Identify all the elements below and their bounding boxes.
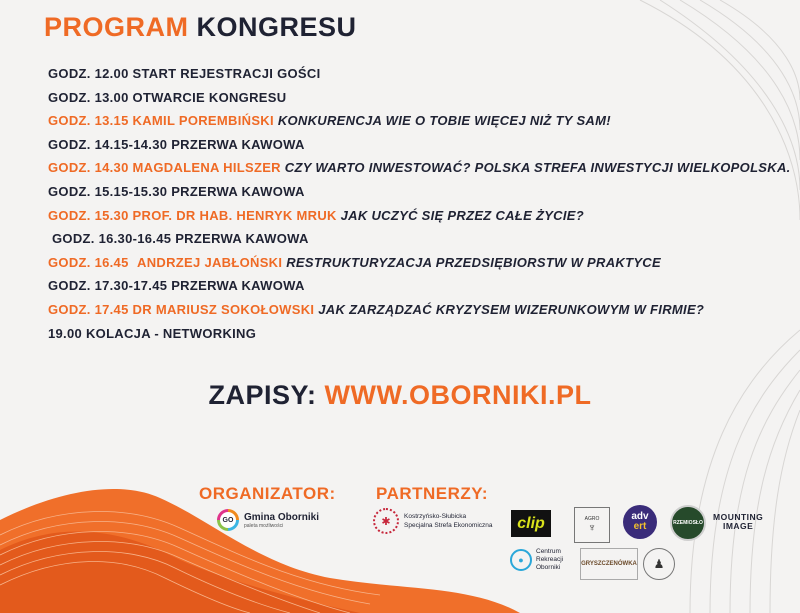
agenda-text: PRZERWA KAWOWA bbox=[171, 183, 305, 199]
bowling-pin-icon: ♟ bbox=[653, 557, 665, 571]
ksse-line2: Specjalna Strefa Ekonomiczna bbox=[404, 522, 493, 529]
agenda-topic: JAK ZARZĄDZAĆ KRYZYSEM WIZERUNKOWYM W FIRMIE? bbox=[318, 301, 705, 317]
water-drop-icon: ● bbox=[510, 549, 532, 571]
bowling-logo bbox=[643, 548, 675, 580]
agro-logo: AGRO ♆ bbox=[574, 507, 610, 543]
agenda-time: GODZ. 15.30 bbox=[48, 207, 129, 223]
agenda-text: OTWARCIE KONGRESU bbox=[132, 89, 287, 105]
agenda-speaker: DR MARIUSZ SOKOŁOWSKI bbox=[132, 301, 315, 317]
signup-label: ZAPISY: bbox=[208, 380, 317, 410]
agenda-item bbox=[48, 227, 788, 251]
title-program: PROGRAM bbox=[44, 12, 189, 42]
agenda-time: 19.00 bbox=[48, 325, 83, 341]
agenda-speaker: MAGDALENA HILSZER bbox=[132, 160, 281, 176]
agenda-item bbox=[48, 180, 788, 204]
agenda-talk bbox=[48, 204, 788, 228]
agenda-time: GODZ. 17.45 bbox=[48, 301, 129, 317]
clip-logo: clip bbox=[511, 510, 551, 537]
mounting-image-logo: MOUNTING IMAGE bbox=[713, 512, 764, 531]
agenda-text: PRZERWA KAWOWA bbox=[175, 231, 309, 247]
gryszczenowka-logo: GRYSZCZENÓWKA bbox=[580, 548, 638, 580]
signup-link[interactable]: WWW.OBORNIKI.PL bbox=[324, 380, 592, 410]
ksse-line1: Kostrzyńsko-Słubicka bbox=[404, 513, 467, 520]
agenda-topic: RESTRUKTURYZACJA PRZEDSIĘBIORSTW W PRAKTYCE bbox=[286, 254, 661, 270]
agenda-speaker: ANDRZEJ JABŁOŃSKI bbox=[137, 254, 283, 270]
agenda-speaker: PROF. DR HAB. HENRYK MRUK bbox=[132, 207, 337, 223]
page-title bbox=[44, 12, 357, 43]
organizer-tagline: paleta możliwości bbox=[244, 522, 284, 529]
agenda-topic: KONKURENCJA WIE O TOBIE WIĘCEJ NIŻ TY SAM! bbox=[277, 113, 611, 129]
agenda-item bbox=[48, 62, 788, 86]
advert-logo: adv ert bbox=[623, 505, 657, 539]
go-icon: GO bbox=[217, 509, 239, 531]
agenda-time: GODZ. 12.00 bbox=[48, 66, 129, 81]
agenda-talk bbox=[48, 156, 791, 180]
tree-icon: ♆ bbox=[587, 522, 597, 534]
agenda-talk bbox=[48, 298, 788, 322]
agenda-speaker: KAMIL POREMBIŃSKI bbox=[132, 113, 274, 129]
agenda-topic: JAK UCZYĆ SIĘ PRZEZ CAŁE ŻYCIE? bbox=[340, 207, 584, 223]
title-kongresu: KONGRESU bbox=[196, 12, 357, 42]
agenda-item bbox=[48, 86, 788, 110]
agenda-text: START REJESTRACJI GOŚCI bbox=[132, 66, 321, 81]
agenda-text: PRZERWA KAWOWA bbox=[171, 278, 305, 294]
organizer-label: ORGANIZATOR: bbox=[199, 484, 336, 503]
agenda-time: GODZ. 14.30 bbox=[48, 160, 129, 176]
agenda-text: PRZERWA KAWOWA bbox=[171, 136, 305, 152]
agenda-time: GODZ. 16.45 bbox=[48, 254, 129, 270]
agenda-item bbox=[48, 133, 788, 157]
agenda-time: GODZ. 17.30-17.45 bbox=[48, 278, 168, 294]
agenda-time: GODZ. 16.30-16.45 bbox=[52, 231, 172, 247]
agenda-time: GODZ. 15.15-15.30 bbox=[48, 183, 168, 199]
star-emblem-icon: ✱ bbox=[373, 508, 399, 534]
organizer-name: Gmina Oborniki bbox=[244, 511, 320, 523]
agenda-text: KOLACJA - NETWORKING bbox=[85, 325, 257, 341]
agenda-item bbox=[48, 274, 788, 298]
centrum-rekreacji-logo: ● Centrum Rekreacji Oborniki bbox=[510, 548, 563, 572]
agenda-talk bbox=[48, 109, 788, 133]
agenda-time: GODZ. 13.15 bbox=[48, 113, 129, 129]
rzemioslo-logo: RZEMIOSŁO bbox=[670, 505, 706, 541]
gmina-oborniki-logo bbox=[217, 509, 319, 531]
signup-banner bbox=[0, 380, 800, 411]
agenda-time: GODZ. 14.15-14.30 bbox=[48, 136, 168, 152]
ksse-logo bbox=[373, 508, 493, 534]
agenda-talk bbox=[48, 251, 788, 275]
agenda-item bbox=[48, 322, 788, 346]
agenda-list bbox=[48, 62, 791, 345]
agenda-time: GODZ. 13.00 bbox=[48, 89, 129, 105]
agenda-topic: CZY WARTO INWESTOWAĆ? POLSKA STREFA INWESTYCJI WIELKOPOLSKA. bbox=[284, 160, 791, 176]
partners-label: PARTNERZY: bbox=[376, 484, 489, 503]
